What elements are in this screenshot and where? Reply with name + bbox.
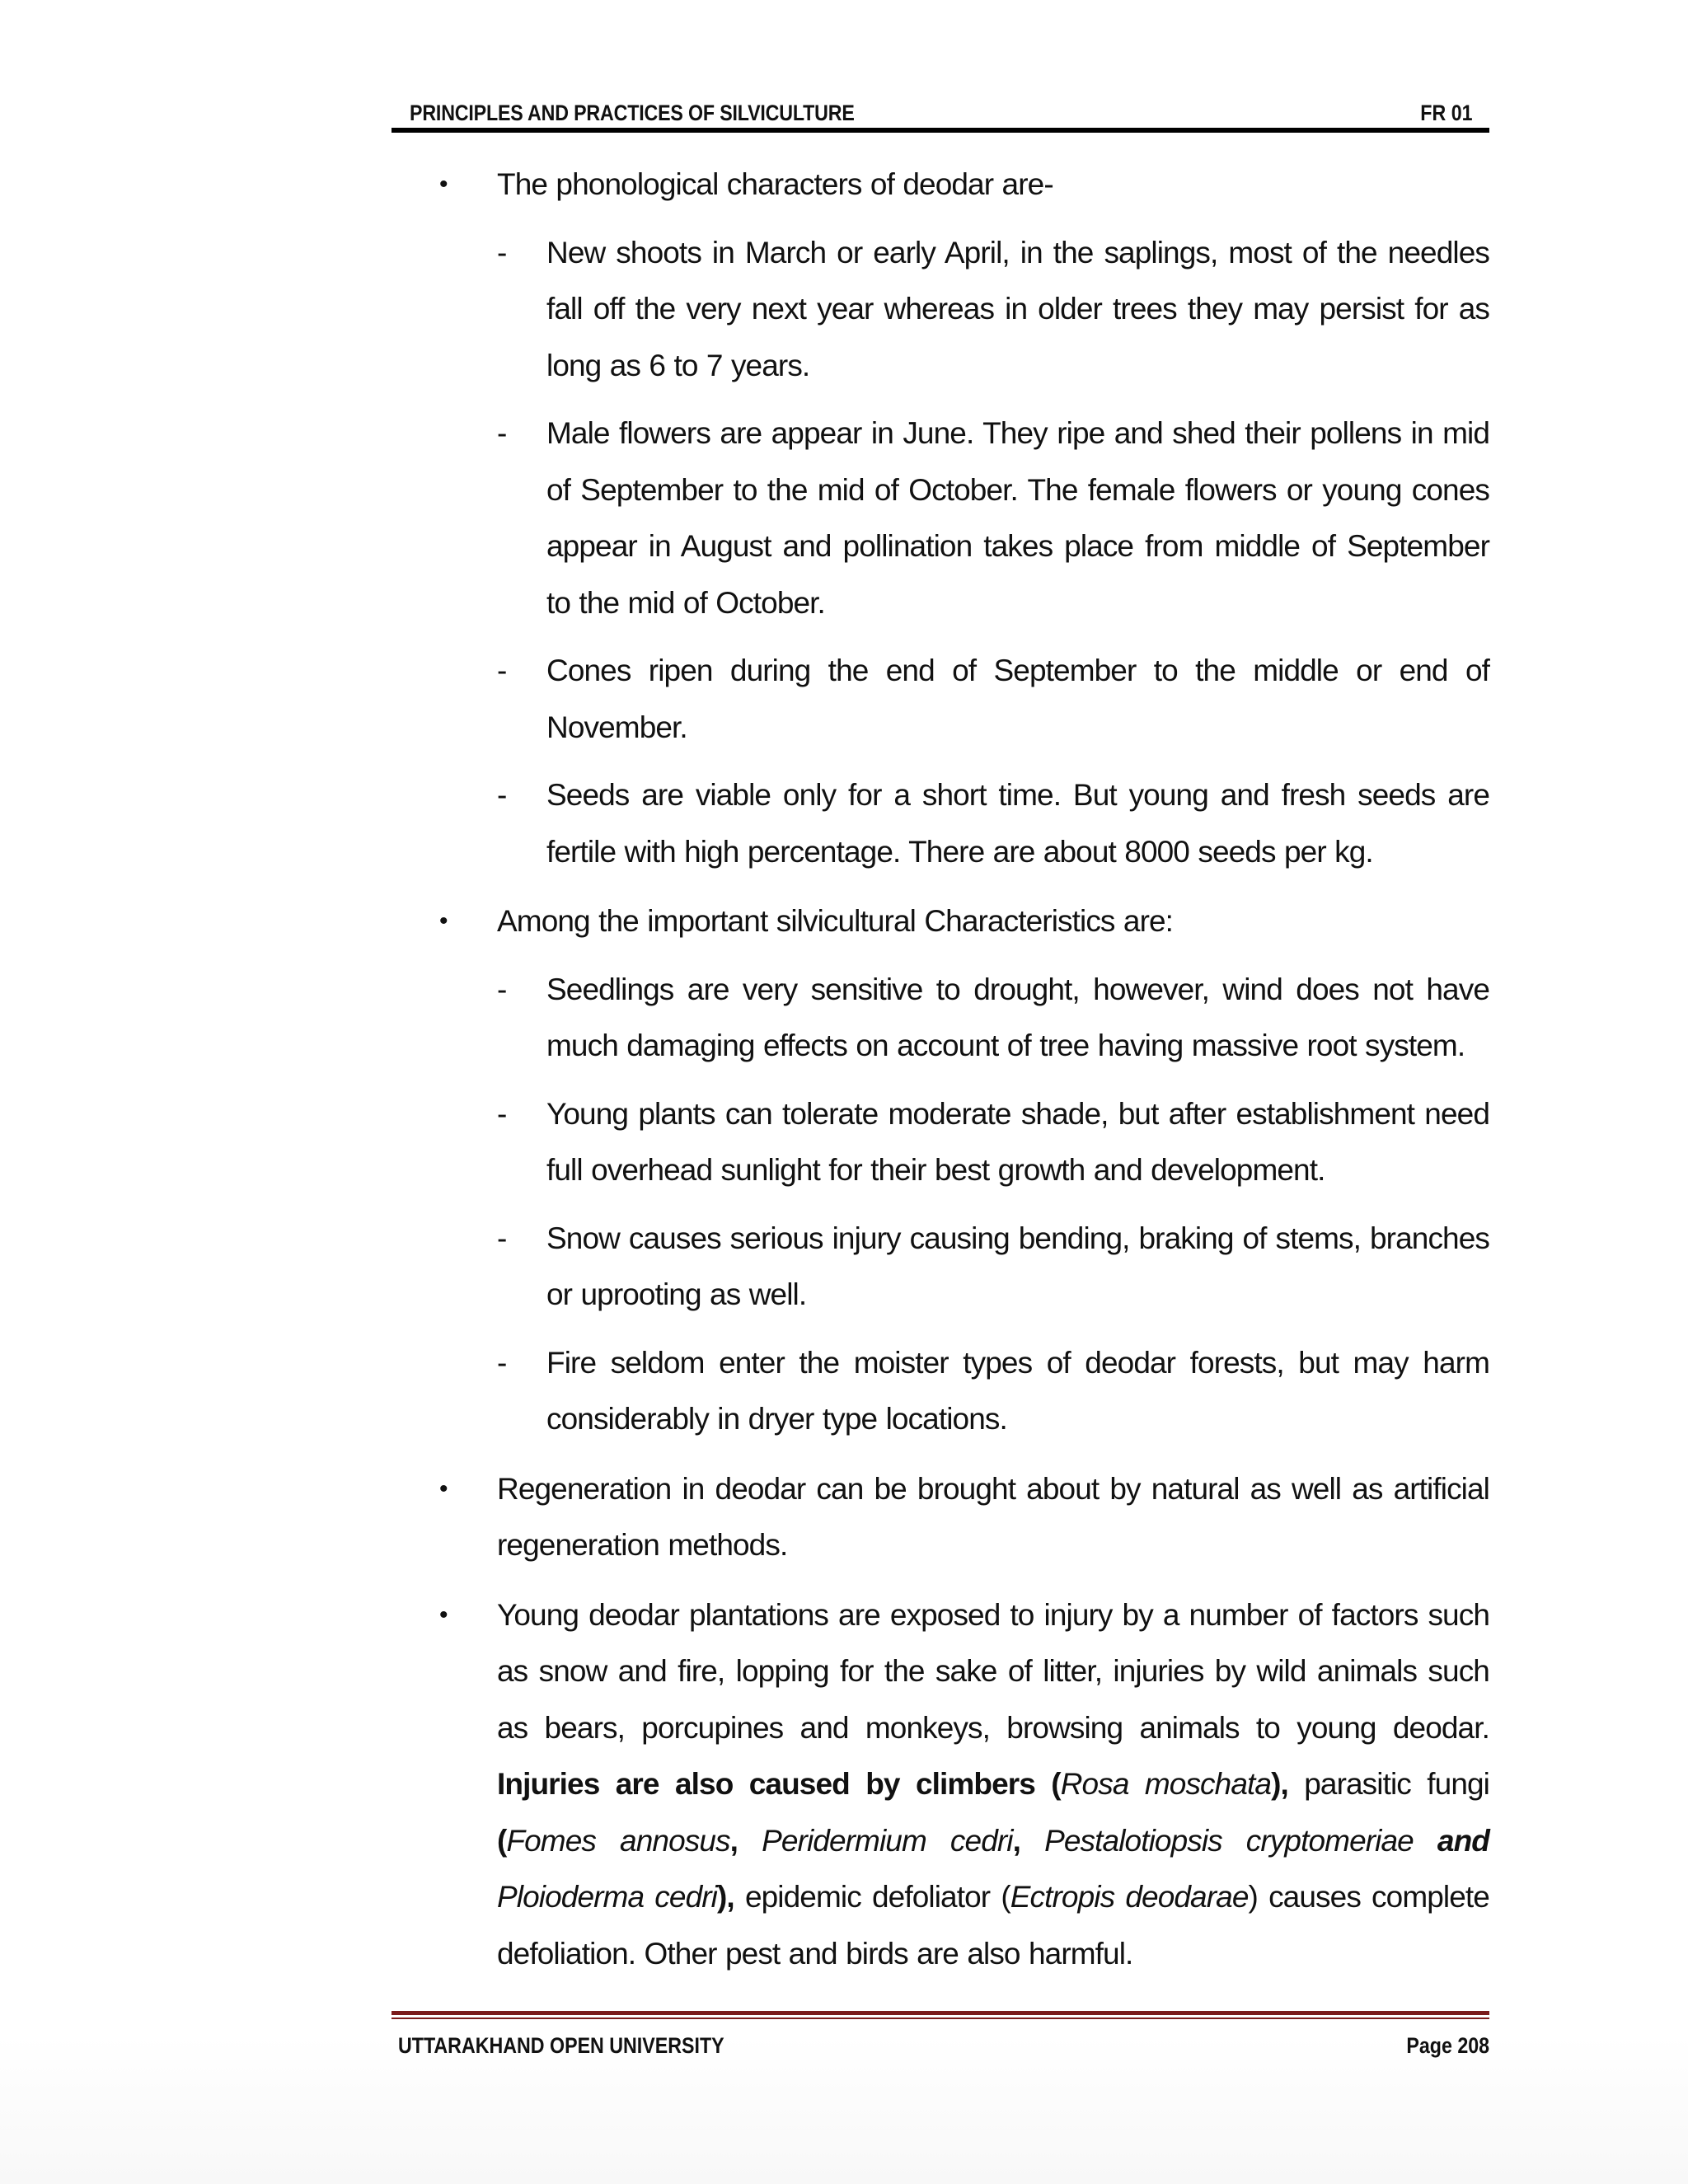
bullet-phenology [439,157,1489,213]
dash-icon: - [497,235,508,269]
species-name: Rosa moschata [1060,1767,1272,1801]
bold-italic-run: and [1413,1823,1489,1858]
footer-rule-thin [392,2018,1489,2019]
header-title: PRINCIPLES AND PRACTICES OF SILVICULTURE [410,101,855,125]
bullet-icon: • [439,1601,448,1629]
footer-university: UTTARAKHAND OPEN UNIVERSITY [398,2033,724,2058]
footer-rule [392,2011,1489,2015]
species-name: Fomes annosus [506,1823,730,1858]
header-course-code: FR 01 [1420,101,1473,125]
dash-item [497,767,1489,880]
dash-icon: - [497,654,508,687]
bullet-regeneration [439,1461,1489,1574]
species-name: Ploioderma cedri [497,1880,717,1914]
bullet-text: Regeneration in deodar can be brought about by natural as well as artificial regeneration methods. [497,1471,1489,1562]
dash-item [497,643,1489,756]
text-run [738,1824,762,1858]
footer-page-number: Page 208 [1406,2033,1489,2058]
bullet-text: Among the important silvicultural Characteristics are: [497,904,1174,938]
dash-icon: - [497,972,508,1006]
bold-run: , [1012,1823,1021,1858]
dash-item [497,1211,1489,1324]
text-run [1020,1824,1044,1858]
bold-run: ( [497,1823,507,1858]
bullet-text [497,1587,1489,1983]
dash-icon: - [497,1345,508,1380]
dash-icon: - [497,1096,508,1131]
dash-item-text: Fire seldom enter the moister types of deodar forests, but may harm considerably in dryer type locations. [546,1345,1489,1436]
species-name: Ectropis deodarae [1010,1880,1249,1914]
bullet-icon: • [439,171,448,198]
dash-item [497,1086,1489,1199]
bold-run: , [729,1823,738,1858]
dash-item [497,1335,1489,1448]
bullet-icon: • [439,907,448,935]
dash-icon: - [497,416,508,450]
dash-item [497,962,1489,1075]
bold-run: Injuries are also caused by climbers ( [497,1767,1061,1801]
dash-item-text: Seedlings are very sensitive to drought, however, wind does not have much damaging effects on account of tree having massive root system. [546,972,1489,1062]
bold-run: ), [1271,1767,1288,1801]
dash-item-text: Young plants can tolerate moderate shade, but after establishment need full overhead sunlight for their best growth and development. [546,1096,1489,1187]
species-name: Pestalotiopsis cryptomeriae [1044,1823,1414,1858]
bullet-silvicultural-characteristics [439,893,1489,950]
text-run: ) causes complete defoliation. Other pest and birds are also harmful. [497,1880,1489,1971]
bold-run: ), [717,1880,734,1914]
dash-item-text: New shoots in March or early April, in the saplings, most of the needles fall off the very next year whereas in older trees they may persist for as long as 6 to 7 years. [546,235,1489,382]
species-name: Peridermium cedri [762,1823,1013,1858]
dash-item-text: Male flowers are appear in June. They ripe and shed their pollens in mid of September to the mid of October. The female flowers or young cones appear in August and pollination takes place from middle of September to the mid of October. [546,416,1489,620]
bullet-text: The phonological characters of deodar are- [497,167,1053,201]
dash-item [497,405,1489,631]
text-run: epidemic defoliator ( [734,1880,1010,1914]
dash-item-text: Seeds are viable only for a short time. But young and fresh seeds are fertile with high percentage. There are about 8000 seeds per kg. [546,778,1489,869]
header-rule [392,128,1489,133]
dash-icon: - [497,1221,508,1255]
page-header [392,97,1489,132]
dash-item-text: Snow causes serious injury causing bending, braking of stems, branches or uprooting as well. [546,1221,1489,1311]
text-run: parasitic fungi [1287,1767,1489,1801]
dash-item [497,225,1489,395]
dash-icon: - [497,778,508,812]
page-content [392,157,1489,1982]
bullet-icon: • [439,1474,448,1502]
bullet-injuries [439,1587,1489,1983]
dash-item-text: Cones ripen during the end of September to the middle or end of November. [546,654,1489,744]
text-run: Young deodar plantations are exposed to injury by a number of factors such as snow and fire, lopping for the sake of litter, injuries by wild animals such as bears, porcupines and monkeys, browsing animals to young deodar. [497,1597,1489,1745]
